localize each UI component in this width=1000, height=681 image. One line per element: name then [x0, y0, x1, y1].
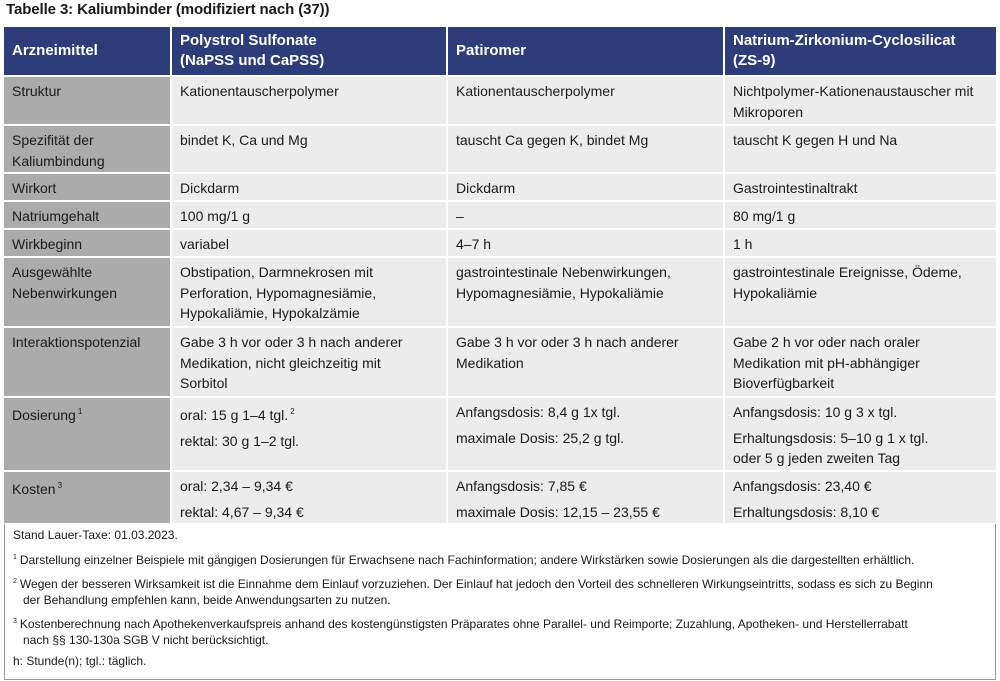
row-label: [4, 174, 170, 200]
cell-text: [12, 476, 162, 500]
cell-text: 80 mg/1 g: [733, 208, 796, 224]
cell-text: Dickdarm: [456, 180, 516, 196]
cell-text: Ausgewählte: [12, 264, 93, 280]
cell-text: maximale Dosis: 25,2 g tgl.: [456, 429, 625, 446]
cell-text: Anfangsdosis: 10 g 3 x tgl.: [733, 404, 898, 420]
cell-text: oral: 2,34 – 9,34 €: [180, 478, 293, 494]
row-label: [4, 472, 170, 523]
row-label: [4, 77, 170, 124]
cell-text: Nichtpolymer-Kationenaustauscher mit: [733, 83, 974, 99]
header-text: Arzneimittel: [12, 42, 98, 59]
table-row: [4, 398, 996, 470]
cell-text: Perforation, Hypomagnesiämie,: [180, 284, 377, 301]
cell-text: Erhaltungsdosis: 8,10 €: [733, 503, 880, 520]
cell-text: [180, 402, 438, 426]
cell-text: Anfangsdosis: 23,40 €: [733, 478, 872, 494]
row-label: [4, 258, 170, 326]
table-row: [4, 472, 996, 523]
cell-text: Gabe 3 h vor oder 3 h nach anderer: [180, 334, 403, 350]
table-cell: [448, 472, 723, 523]
cell-text: gastrointestinale Nebenwirkungen,: [456, 264, 671, 280]
footnote-2: [13, 574, 987, 608]
row-label: [4, 230, 170, 256]
footnote-text: Wegen der besseren Wirksamkeit ist die Einnahme dem Einlauf vorzuziehen. Der Einlauf hat jedoch den Vorteil des schnelleren Wirkungseintritts, sodass es sich zu Beginn: [19, 577, 933, 591]
abbreviations-note: h: Stunde(n); tgl.: täglich.: [13, 654, 147, 668]
table-cell: [172, 230, 446, 256]
table-cell: [448, 328, 723, 396]
table-cell: [448, 77, 723, 124]
row-label: [4, 328, 170, 396]
cell-text: oder 5 g jeden zweiten Tag: [733, 450, 901, 466]
table-cell: [172, 202, 446, 228]
footnote-marker: 3: [13, 618, 17, 625]
header-text: Polystrol Sulfonate: [180, 32, 317, 49]
cell-text: Anfangsdosis: 8,4 g 1x tgl.: [456, 404, 621, 420]
cell-text: Gabe 2 h vor oder nach oraler: [733, 334, 920, 350]
row-label: [4, 398, 170, 470]
cell-text: Medikation mit pH-abhängiger: [733, 354, 920, 371]
table-cell: [448, 230, 723, 256]
cell-text: Sorbitol: [180, 375, 228, 391]
table-cell: [172, 328, 446, 396]
cell-text: Obstipation, Darmnekrosen mit: [180, 264, 373, 280]
table-cell: [725, 202, 996, 228]
table-row: [4, 328, 996, 396]
table-cell: [172, 472, 446, 523]
table-cell: [725, 77, 996, 124]
cell-text: Spezifität der: [12, 132, 94, 148]
label-text: Kosten: [12, 481, 56, 497]
cell-text: variabel: [180, 236, 230, 252]
table-cell: [448, 258, 723, 326]
cell-text: Hypokaliämie, Hypokalzämie: [180, 305, 360, 321]
cell-text: Gabe 3 h vor oder 3 h nach anderer: [456, 334, 679, 350]
cell-text: Kationentauscherpolymer: [456, 83, 615, 99]
footnote-1: [13, 550, 987, 569]
cell-text: Natriumgehalt: [12, 208, 100, 224]
potassium-binder-table: [4, 27, 996, 549]
cell-text: tauscht K gegen H und Na: [733, 132, 898, 148]
table-cell: [725, 398, 996, 470]
footnote-text: Kostenberechnung nach Apothekenverkaufspreis anhand des kostengünstigsten Präparates ohne Parallel- und Reimporte; Zuzahlung, Apotheken- und Herstellerrabatt: [19, 617, 908, 631]
cell-text: Bioverfügbarkeit: [733, 375, 835, 391]
header-cell-patiromer: [448, 27, 723, 75]
footnote-marker: 1: [13, 553, 17, 561]
footnote-text: nach §§ 130-130a SGB V nicht berücksichtigt.: [23, 632, 269, 647]
cell-text: tauscht Ca gegen K, bindet Mg: [456, 132, 649, 148]
table-cell: [725, 258, 996, 326]
footnote-marker: 2: [13, 578, 17, 585]
table-cell: [725, 174, 996, 200]
cell-text: bindet K, Ca und Mg: [180, 132, 308, 148]
cell-text: 4–7 h: [456, 236, 492, 252]
footnote-ref: 2: [290, 407, 295, 416]
cell-text: –: [456, 208, 464, 224]
footnote-text: der Behandlung empfehlen kann, beide Anwendungsarten zu nutzen.: [23, 592, 391, 607]
cell-text: gastrointestinale Ereignisse, Ödeme,: [733, 264, 962, 280]
footnote-ref: 1: [77, 407, 83, 416]
cell-text: Hypokaliämie: [733, 284, 818, 301]
cell-text: Struktur: [12, 83, 62, 99]
header-text: (NaPSS und CaPSS): [180, 52, 325, 69]
cell-text: Interaktionspotenzial: [12, 334, 141, 350]
header-text: Patiromer: [456, 42, 527, 59]
cell-text: maximale Dosis: 12,15 – 23,55 €: [456, 503, 660, 520]
stand-note: Stand Lauer-Taxe: 01.03.2023.: [13, 528, 178, 542]
label-text: Dosierung: [12, 407, 76, 423]
row-label: [4, 202, 170, 228]
cell-text: Kaliumbindung: [12, 152, 105, 169]
cell-text: Erhaltungsdosis: 5–10 g 1 x tgl.: [733, 429, 929, 446]
table-cell: [725, 328, 996, 396]
cell-text: Gastrointestinaltrakt: [733, 180, 858, 196]
table-caption: Tabelle 3: Kaliumbinder (modifiziert nach (37)): [6, 1, 330, 18]
row-label: [4, 126, 170, 172]
table-cell: [172, 398, 446, 470]
header-text: (ZS-9): [733, 52, 776, 69]
cell-text: 1 h: [733, 236, 753, 252]
footnote-ref: 3: [57, 481, 63, 490]
cell-text: Wirkbeginn: [12, 236, 83, 252]
header-cell-arzneimittel: [4, 27, 170, 75]
cell-text: Mikroporen: [733, 103, 804, 120]
cell-text: 100 mg/1 g: [180, 208, 251, 224]
header-text: Natrium-Zirkonium-Cyclosilicat: [733, 32, 956, 49]
header-cell-zs9: [725, 27, 996, 75]
table-row: [4, 230, 996, 256]
cell-text: Dickdarm: [180, 180, 240, 196]
table-header-row: [4, 27, 996, 75]
table-cell: [725, 230, 996, 256]
table-cell: [172, 258, 446, 326]
table-cell: [448, 174, 723, 200]
table-cell: [172, 77, 446, 124]
footnote-text: Darstellung einzelner Beispiele mit gängigen Dosierungen für Erwachsene nach Fachinformation; andere Wirkstärken sowie Dosierungen als die dargestellten erhältlich.: [19, 552, 915, 567]
cell-text: Hypomagnesiämie, Hypokaliämie: [456, 284, 664, 301]
cell-text: Wirkort: [12, 180, 57, 196]
cell-text: Kationentauscherpolymer: [180, 83, 339, 99]
cell-text: Anfangsdosis: 7,85 €: [456, 478, 587, 494]
header-cell-polystrol: [172, 27, 446, 75]
table-cell: [172, 126, 446, 172]
cell-text: Nebenwirkungen: [12, 284, 118, 301]
table-cell: [448, 398, 723, 470]
table-row: [4, 126, 996, 172]
cell-text: rektal: 4,67 – 9,34 €: [180, 503, 304, 520]
table-row: [4, 202, 996, 228]
table-row: [4, 174, 996, 200]
cell-text: rektal: 30 g 1–2 tgl.: [180, 432, 300, 449]
cell-text: [12, 402, 162, 426]
table-cell: [172, 174, 446, 200]
cell-text: Medikation: [456, 354, 524, 371]
table-cell: [725, 126, 996, 172]
table-cell: [448, 202, 723, 228]
table-cell: [448, 126, 723, 172]
footnote-3: [13, 614, 987, 648]
dose-text: oral: 15 g 1–4 tgl.: [180, 407, 289, 423]
table-row: [4, 77, 996, 124]
cell-text: Medikation, nicht gleichzeitig mit: [180, 354, 381, 371]
table-cell: [725, 472, 996, 523]
table-row: [4, 258, 996, 326]
table-footnotes: [4, 524, 996, 680]
